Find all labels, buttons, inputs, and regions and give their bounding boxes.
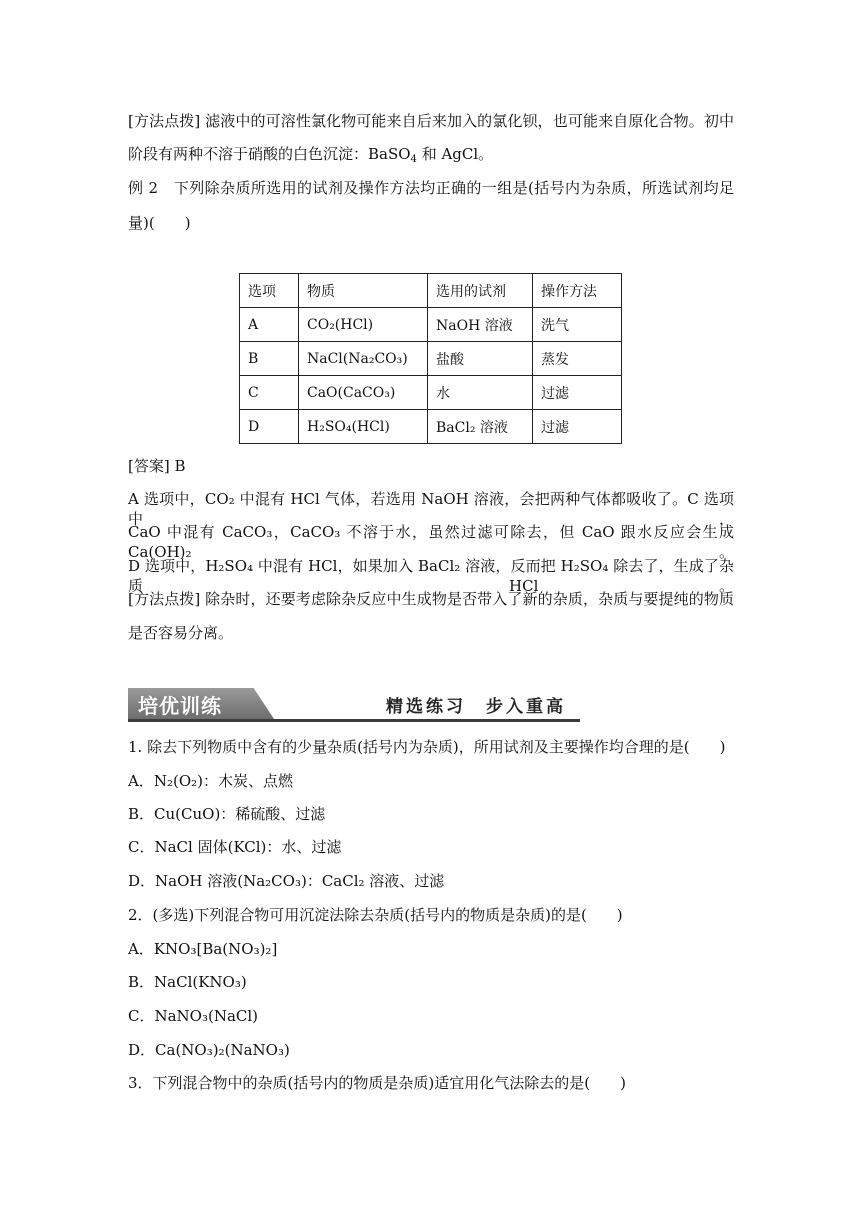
- method-tip-line-1: [方法点拨] 滤液中的可溶性氯化物可能来自后来加入的氯化钡，也可能来自原化合物。初中: [128, 112, 734, 130]
- table-row: [240, 308, 622, 342]
- question-1-option-a: A．N₂(O₂)：木炭、点燃: [128, 772, 293, 790]
- banner-rule: [128, 719, 580, 722]
- section-banner: [128, 688, 580, 722]
- question-2-stem: 2．(多选)下列混合物可用沉淀法除去杂质(括号内的物质是杂质)的是( ): [128, 906, 623, 924]
- example-2-stem-line-1: 例 2 下列除杂质所选用的试剂及操作方法均正确的一组是(括号内为杂质，所选试剂均足: [128, 179, 734, 197]
- cell-reagent: NaOH 溶液: [428, 308, 533, 342]
- cell-option: D: [240, 410, 299, 444]
- table-row: [240, 376, 622, 410]
- question-1-option-d: D．NaOH 溶液(Na₂CO₃)：CaCl₂ 溶液、过滤: [128, 872, 445, 890]
- table-row: [240, 342, 622, 376]
- explanation-line-2: CaO 中混有 CaCO₃，CaCO₃ 不溶于水，虽然过滤可除去，但 CaO 跟水反应会生成 Ca(OH)₂。: [128, 523, 734, 561]
- explanation-line-1: A 选项中，CO₂ 中混有 HCl 气体，若选用 NaOH 溶液，会把两种气体都吸收了。C 选项中，: [128, 490, 734, 528]
- question-3-stem: 3．下列混合物中的杂质(括号内的物质是杂质)适宜用化气法除去的是( ): [128, 1074, 626, 1092]
- header-substance: 物质: [299, 274, 428, 308]
- method-tip-2-line-1: [方法点拨] 除杂时，还要考虑除杂反应中生成物是否带入了新的杂质，杂质与要提纯的物质: [128, 590, 734, 608]
- method-tip-line-2: 阶段有两种不溶于硝酸的白色沉淀：BaSO$_4$ 和 AgCl。: [128, 145, 494, 165]
- cell-method: 过滤: [533, 410, 622, 444]
- question-2-option-a: A．KNO₃[Ba(NO₃)₂]: [128, 940, 278, 958]
- example-2-stem-line-2: 量)( ): [128, 214, 191, 232]
- answer-label: [答案] B: [128, 457, 186, 475]
- example-2-table: [239, 273, 622, 444]
- cell-option: A: [240, 308, 299, 342]
- question-2-option-d: D．Ca(NO₃)₂(NaNO₃): [128, 1041, 290, 1059]
- question-1-option-b: B．Cu(CuO)：稀硫酸、过滤: [128, 805, 326, 823]
- question-2-option-b: B．NaCl(KNO₃): [128, 973, 247, 991]
- header-option: 选项: [240, 274, 299, 308]
- cell-method: 洗气: [533, 308, 622, 342]
- table-row: [240, 410, 622, 444]
- header-method: 操作方法: [533, 274, 622, 308]
- cell-reagent: 水: [428, 376, 533, 410]
- cell-option: C: [240, 376, 299, 410]
- banner-subtitle: 精选练习 步入重高: [386, 697, 566, 717]
- cell-reagent: 盐酸: [428, 342, 533, 376]
- cell-substance: NaCl(Na₂CO₃): [299, 342, 428, 376]
- cell-substance: CaO(CaCO₃): [299, 376, 428, 410]
- question-1-stem: 1. 除去下列物质中含有的少量杂质(括号内为杂质)，所用试剂及主要操作均合理的是( ): [128, 738, 726, 756]
- banner-title: 培优训练: [138, 694, 222, 718]
- method-tip-2-line-2: 是否容易分离。: [128, 624, 234, 642]
- question-2-option-c: C．NaNO₃(NaCl): [128, 1007, 259, 1025]
- cell-option: B: [240, 342, 299, 376]
- question-1-option-c: C．NaCl 固体(KCl)：水、过滤: [128, 838, 342, 856]
- explanation-line-3: D 选项中，H₂SO₄ 中混有 HCl，如果加入 BaCl₂ 溶液，反而把 H₂SO₄ 除去了，生成了杂质 HCl。: [128, 557, 734, 595]
- cell-substance: CO₂(HCl): [299, 308, 428, 342]
- cell-substance: H₂SO₄(HCl): [299, 410, 428, 444]
- table-header-row: [240, 274, 622, 308]
- header-reagent: 选用的试剂: [428, 274, 533, 308]
- cell-method: 蒸发: [533, 342, 622, 376]
- cell-reagent: BaCl₂ 溶液: [428, 410, 533, 444]
- cell-method: 过滤: [533, 376, 622, 410]
